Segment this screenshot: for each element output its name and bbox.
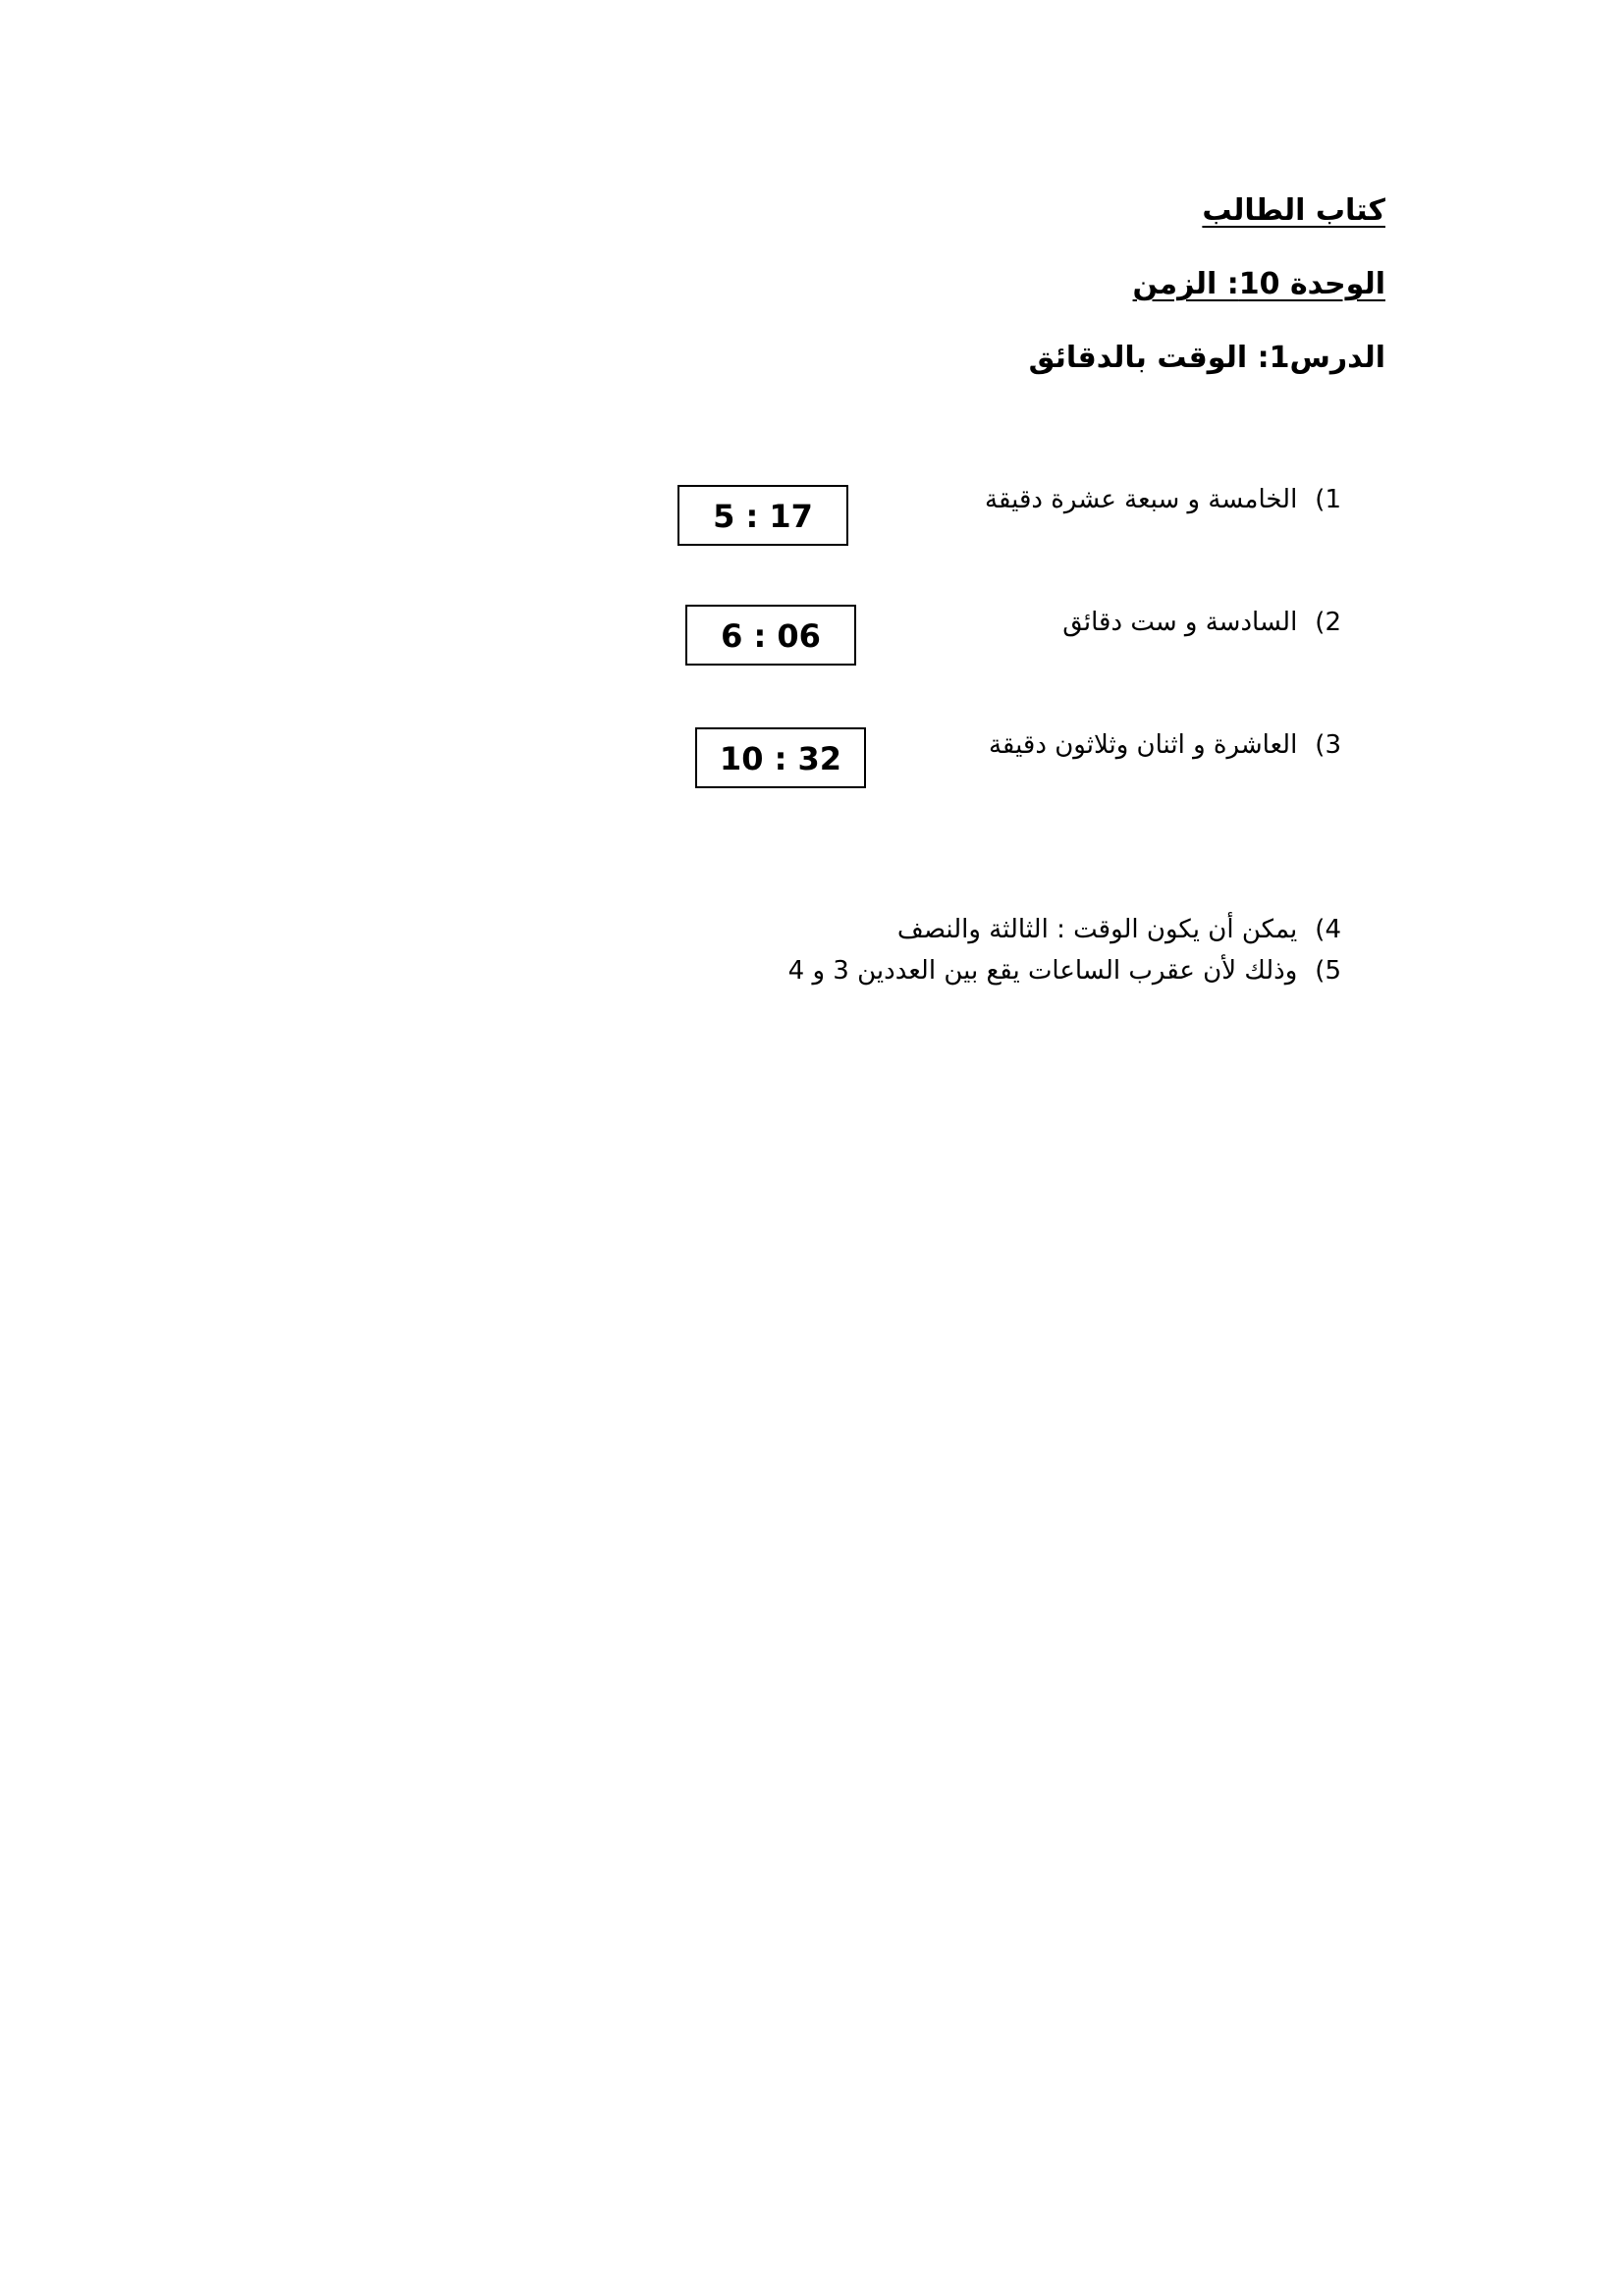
answer-box: 5 : 17 — [677, 485, 848, 546]
lesson-title: الدرس1: الوقت بالدقائق — [1028, 341, 1385, 375]
note-number: 4) — [1315, 915, 1341, 944]
note-item — [788, 954, 1341, 988]
question-text: العاشرة و اثنان وثلاثون دقيقة — [988, 730, 1298, 760]
note-text: يمكن أن يكون الوقت : الثالثة والنصف — [896, 915, 1298, 944]
answer-box: 6 : 06 — [685, 605, 856, 666]
question-number: 1) — [1315, 485, 1341, 514]
question-item — [1062, 606, 1341, 639]
question-number: 3) — [1315, 730, 1341, 760]
note-text: وذلك لأن عقرب الساعات يقع بين العددين 3 و 4 — [787, 956, 1298, 986]
question-text: السادسة و ست دقائق — [1062, 608, 1298, 637]
question-item — [989, 728, 1341, 762]
book-title: كتاب الطالب — [1202, 193, 1385, 228]
note-item — [897, 913, 1341, 946]
unit-title: الوحدة 10: الزمن — [1132, 267, 1385, 301]
question-text: الخامسة و سبعة عشرة دقيقة — [985, 485, 1298, 514]
question-item — [985, 483, 1341, 516]
note-number: 5) — [1315, 956, 1341, 986]
answer-box: 10 : 32 — [695, 727, 866, 788]
question-number: 2) — [1315, 608, 1341, 637]
